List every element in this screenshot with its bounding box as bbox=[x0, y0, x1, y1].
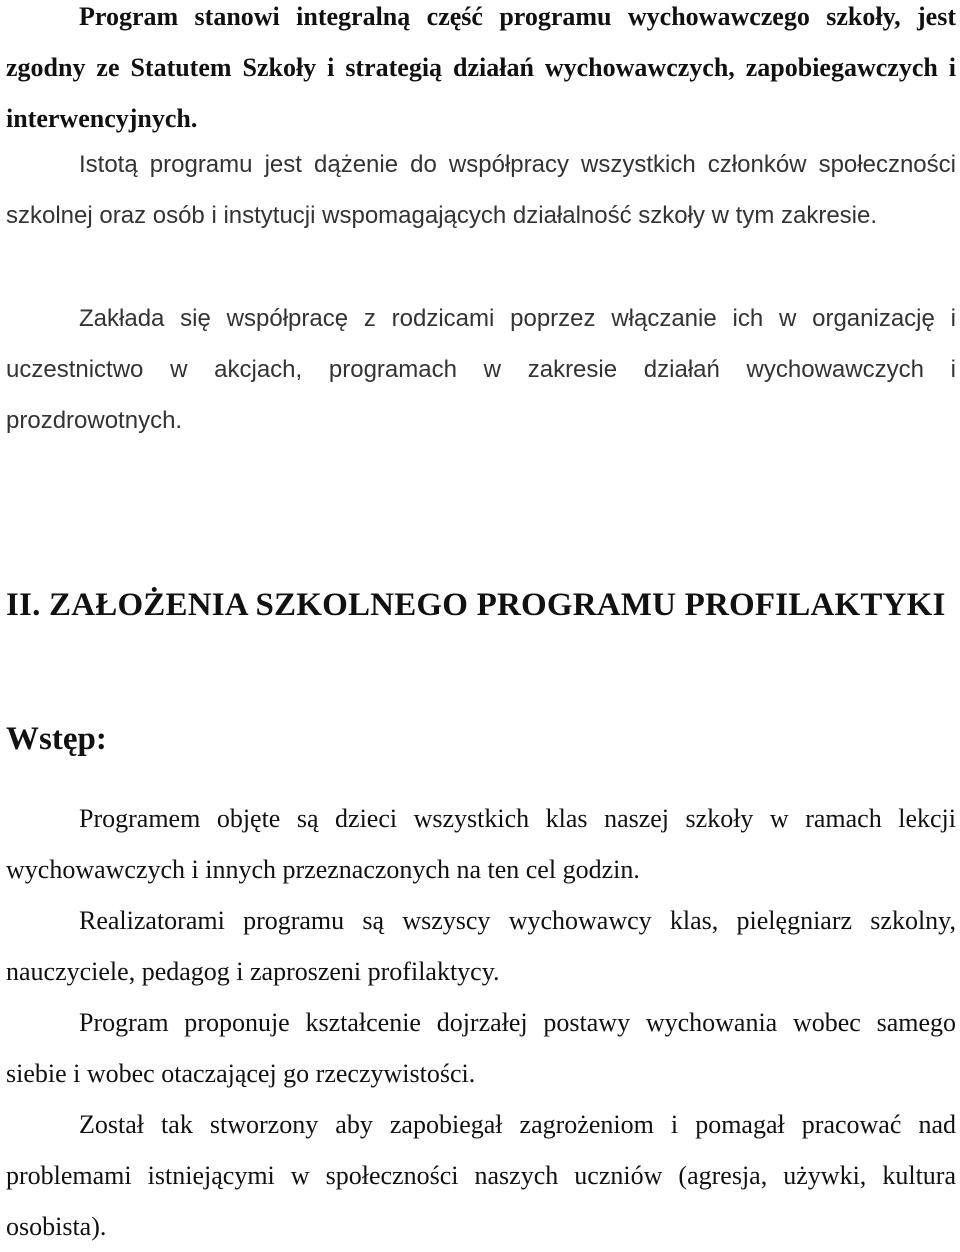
section-heading: II. ZAŁOŻENIA SZKOLNEGO PROGRAMU PROFILAKTYKI bbox=[6, 587, 946, 623]
program-implementers-paragraph: Realizatorami programu są wszyscy wychowawcy klas, pielęgniarz szkolny, nauczyciele, pedagog i zaproszeni profilaktycy. bbox=[6, 906, 956, 986]
program-scope-paragraph: Programem objęte są dzieci wszystkich klas naszej szkoły w ramach lekcji wychowawczych i innych przeznaczonych na ten cel godzin. bbox=[6, 804, 956, 884]
program-purpose-paragraph: Został tak stworzony aby zapobiegał zagrożeniom i pomagał pracować nad problemami istniejącymi w społeczności naszych uczniów (agresja, używki, kultura osobista). bbox=[6, 1110, 956, 1241]
intro-paragraph: Program stanowi integralną część programu wychowawczego szkoły, jest zgodny ze Statutem Szkoły i strategią działań wychowawczych, zapobiegawczych i interwencyjnych. bbox=[6, 2, 956, 133]
introduction-subheading: Wstęp: bbox=[6, 721, 107, 757]
program-essence-paragraph: Istotą programu jest dążenie do współpracy wszystkich członków społeczności szkolnej oraz osób i instytucji wspomagających działalność szkoły w tym zakresie. bbox=[6, 151, 956, 229]
parent-cooperation-paragraph: Zakłada się współpracę z rodzicami poprzez włączanie ich w organizację i uczestnictwo w akcjach, programach w zakresie działań wychowawczych i prozdrowotnych. bbox=[6, 305, 956, 434]
program-proposal-paragraph: Program proponuje kształcenie dojrzałej postawy wychowania wobec samego siebie i wobec otaczającej go rzeczywistości. bbox=[6, 1008, 956, 1088]
